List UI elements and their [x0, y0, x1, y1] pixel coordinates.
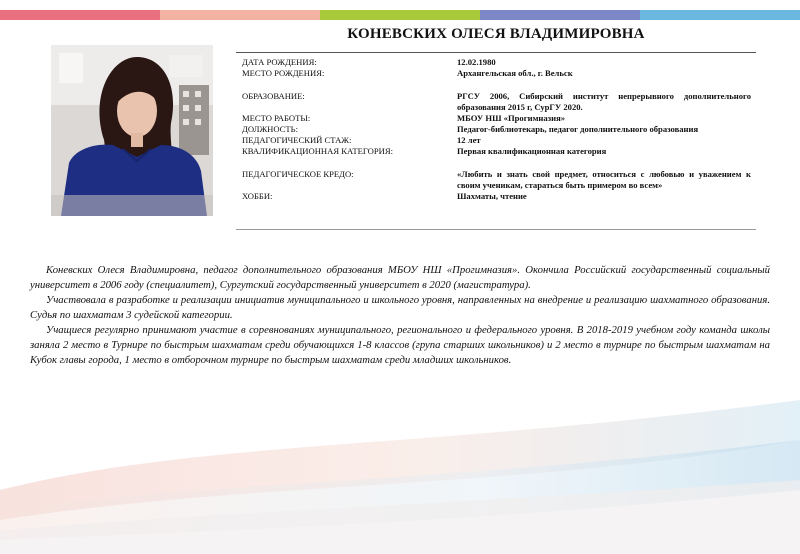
bio-paragraph: Учащиеся регулярно принимают участие в соревнованиях муниципального, регионального и федерального уровня. В 2018-2019 учебном году команда школы заняла 2 место в Турнире по быстрым шахматам среди обучающихся 1-8 классов (група старших школьников) и 2 место в турнире по быстрым шахматам на Кубок главы города, 1 место в отборочном турнире по быстрым шахматам среди младших школьников. [30, 324, 770, 366]
info-divider [236, 229, 756, 230]
info-value: 12.02.1980 [457, 57, 496, 67]
info-value: Педагог-библиотекарь, педагог дополнительного образования [457, 124, 699, 134]
info-value: Архангельская обл., г. Вельск [457, 68, 573, 78]
decorative-wave-background [0, 380, 800, 554]
info-label: ПЕДАГОГИЧЕСКОЕ КРЕДО: [242, 169, 354, 179]
info-label: ПЕДАГОГИЧЕСКИЙ СТАЖ: [242, 135, 352, 145]
stripe-segment [0, 10, 160, 20]
stripe-segment [160, 10, 320, 20]
info-label: ДАТА РОЖДЕНИЯ: [242, 57, 317, 67]
info-label: ОБРАЗОВАНИЕ: [242, 91, 305, 101]
info-value: РГСУ 2006, Сибирский институт непрерывного дополнительного образования 2015 г, СурГУ 2020. [457, 91, 751, 112]
info-label: ДОЛЖНОСТЬ: [242, 124, 298, 134]
info-value: 12 лет [457, 135, 481, 145]
bio-paragraph: Коневских Олеся Владимировна, педагог дополнительного образования МБОУ НШ «Прогимназия». Окончила Российский государственный социальный университет в 2006 году (специалитет), Сургутский государственный университет в 2020 (магистратура). [30, 264, 770, 291]
stripe-segment [640, 10, 800, 20]
info-value: МБОУ НШ «Прогимназия» [457, 113, 566, 123]
info-label: МЕСТО РАБОТЫ: [242, 113, 311, 123]
info-label: МЕСТО РОЖДЕНИЯ: [242, 68, 325, 78]
bio-paragraph: Участвовала в разработке и реализации инициатив муниципального и школьного уровня, направленных на внедрение и реализацию шахматного образования. Судья по шахматам 3 судейской категории. [30, 294, 770, 321]
info-label: ХОББИ: [242, 191, 273, 201]
header-divider [236, 52, 756, 53]
info-value: Шахматы, чтение [457, 191, 527, 201]
info-value: Первая квалификационная категория [457, 146, 607, 156]
person-name-title: КОНЕВСКИХ ОЛЕСЯ ВЛАДИМИРОВНА [347, 26, 645, 42]
info-value: «Любить и знать свой предмет, относиться с любовью и уважением к своим ученикам, стараться быть примером во всем» [457, 169, 751, 190]
portrait-photo [51, 45, 213, 216]
stripe-segment [480, 10, 640, 20]
top-color-stripe [0, 10, 800, 20]
info-label: КВАЛИФИКАЦИОННАЯ КАТЕГОРИЯ: [242, 146, 393, 156]
biography-text [30, 263, 770, 368]
stripe-segment [320, 10, 480, 20]
